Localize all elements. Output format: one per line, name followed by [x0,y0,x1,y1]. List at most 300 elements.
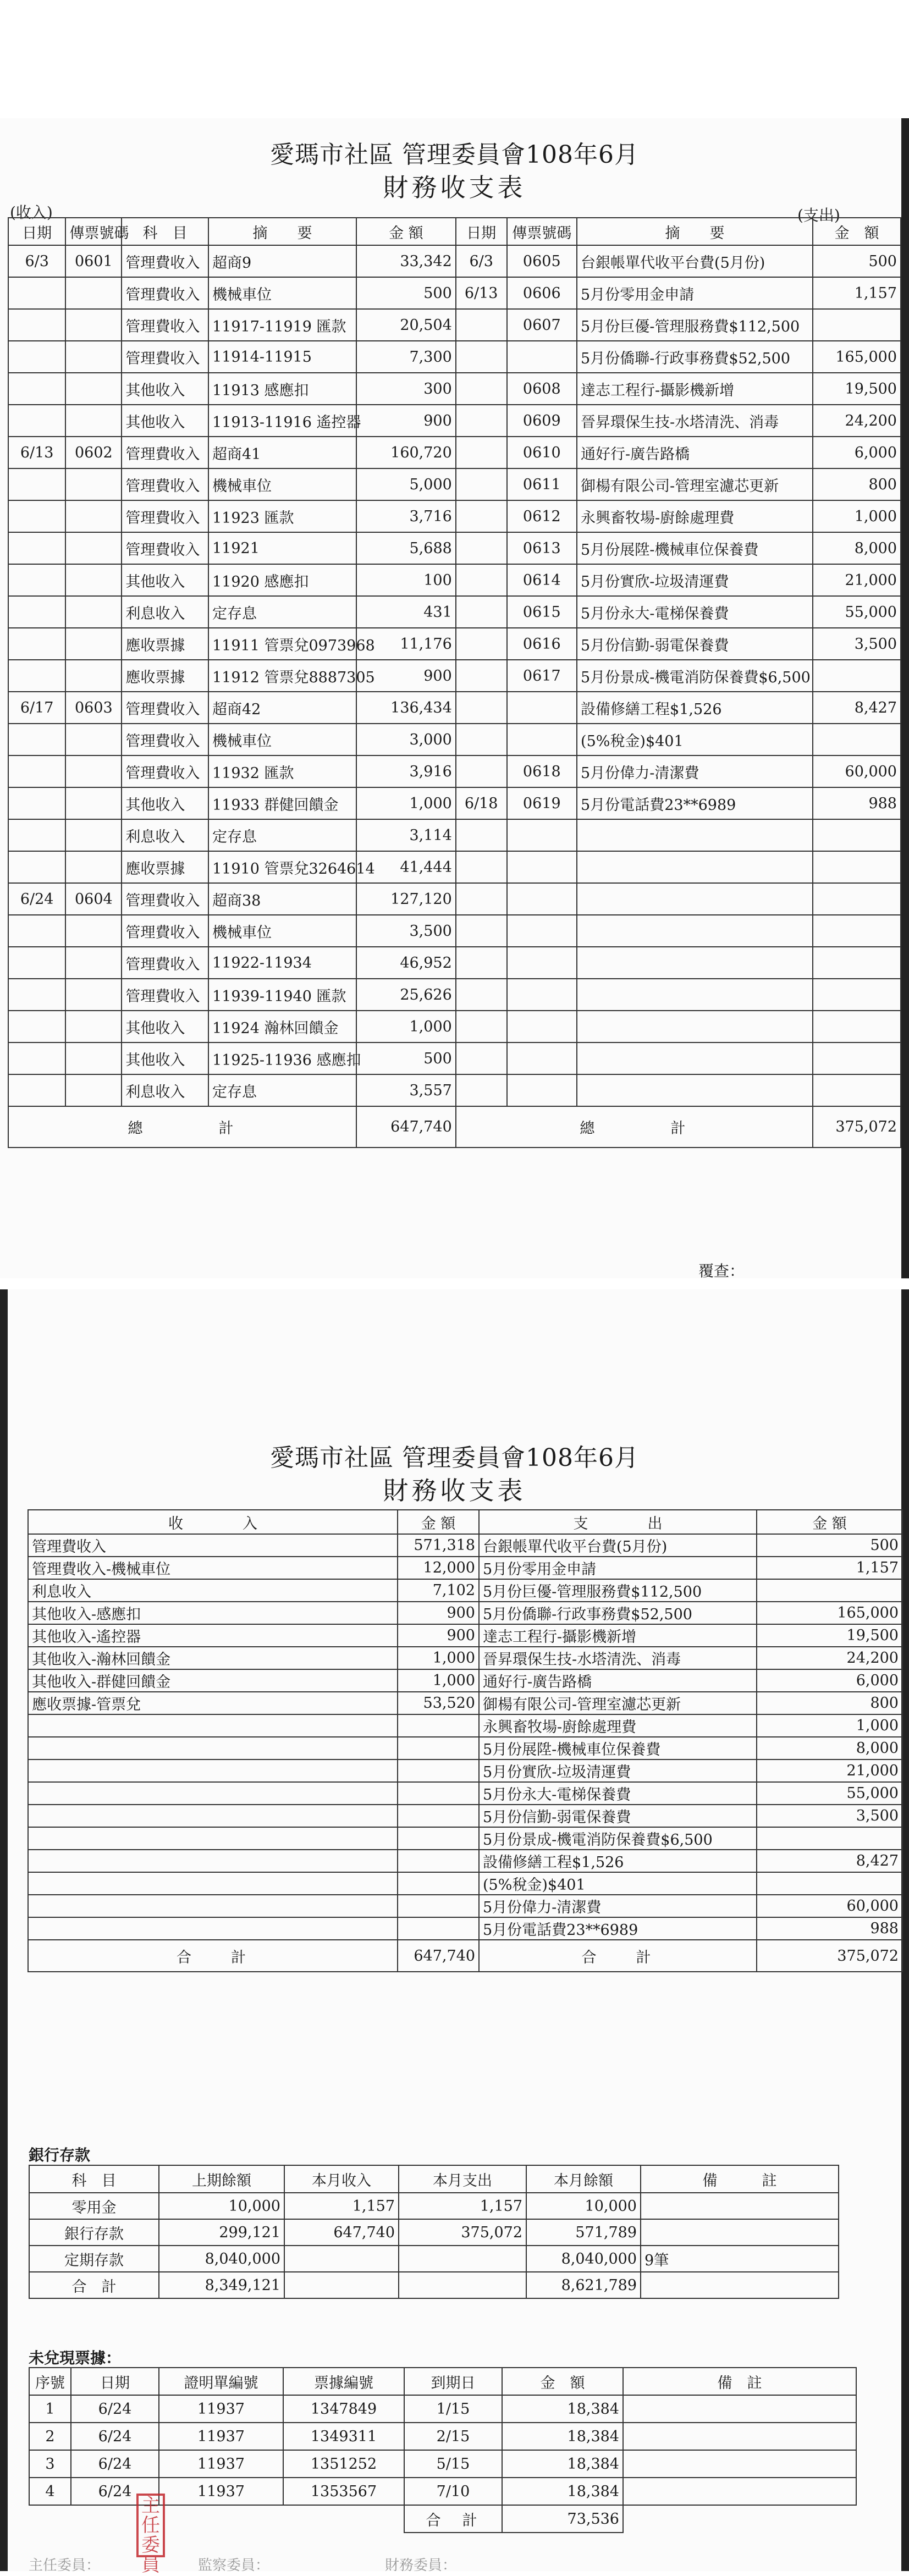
empty-cell [28,1759,398,1782]
expense-desc: 晉昇環保生技-水塔清洗、消毒 [577,405,813,437]
expense-desc: 達志工程行-攝影機新增 [577,373,813,405]
empty-cell [507,819,577,851]
summary-row [28,1737,902,1759]
ledger-row [8,245,901,277]
empty-cell [577,851,813,883]
income-date [8,277,65,309]
ledger-row [8,500,901,532]
empty-cell [456,851,507,883]
expense-desc: 5月份僑聯-行政事務費$52,500 [577,341,813,373]
empty-cell [507,947,577,979]
income-date [8,309,65,341]
income-desc: 11917-11919 匯款 [208,309,356,341]
bank-row [29,2272,839,2298]
empty-cell [398,1850,479,1872]
bank-cell [641,2219,839,2246]
expense-desc: 台銀帳單代收平台費(5月份) [577,245,813,277]
ledger-total-row [8,1106,901,1148]
income-account: 管理費收入 [122,341,208,373]
income-desc: 超商41 [208,437,356,468]
summary-row [28,1917,902,1940]
summary-expense-item: 永興畜牧場-廚餘處理費 [479,1714,757,1737]
note-cell: 6/24 [71,2478,159,2505]
income-amount: 500 [356,1042,456,1074]
expense-amount [813,309,901,341]
note-cell: 6/24 [71,2450,159,2478]
income-date [8,532,65,564]
ledger-row [8,628,901,660]
bank-cell [399,2272,526,2298]
ledger-header-6: 傳票號碼 [507,218,577,245]
income-amount: 33,342 [356,245,456,277]
summary-income-item: 其他收入-感應扣 [28,1602,398,1624]
empty-cell [813,1074,901,1106]
note-row [29,2423,856,2450]
expense-desc: 5月份信勤-弱電保養費 [577,628,813,660]
summary-expense-item: 5月份景成-機電消防保養費$6,500 [479,1827,757,1850]
income-amount: 900 [356,405,456,437]
notes-total-value: 73,536 [502,2505,623,2533]
expense-voucher: 0618 [507,755,577,787]
income-account: 管理費收入 [122,277,208,309]
income-date [8,1011,65,1042]
empty-cell [813,979,901,1011]
summary-income-amount: 1,000 [398,1647,479,1669]
footer-supervisor-label: 監察委員： [198,2557,270,2574]
bank-header-0: 科 目 [29,2165,159,2193]
income-date [8,500,65,532]
note-cell: 18,384 [502,2478,623,2505]
bank-cell: 定期存款 [29,2246,159,2272]
empty-cell [28,1827,398,1850]
summary-expense-item: 達志工程行-攝影機新增 [479,1624,757,1647]
income-amount: 431 [356,596,456,628]
income-amount: 1,000 [356,787,456,819]
summary-expense-amount [757,1872,902,1895]
empty-cell [813,1042,901,1074]
ledger-header-3: 摘 要 [208,218,356,245]
expense-amount: 165,000 [813,341,901,373]
summary-row [28,1759,902,1782]
bank-cell [641,2272,839,2298]
empty-cell [456,915,507,947]
expense-amount [813,724,901,755]
income-amount: 5,000 [356,468,456,500]
expense-amount: 800 [813,468,901,500]
income-voucher [65,979,122,1011]
income-voucher [65,532,122,564]
income-voucher: 0601 [65,245,122,277]
summary-expense-item: 5月份巨優-管理服務費$112,500 [479,1579,757,1602]
income-desc: 11922-11934 [208,947,356,979]
expense-voucher: 0613 [507,532,577,564]
income-amount: 25,626 [356,979,456,1011]
empty-cell [456,883,507,915]
income-desc: 11923 匯款 [208,500,356,532]
empty-cell [456,1074,507,1106]
expense-amount: 8,427 [813,692,901,724]
income-voucher [65,1042,122,1074]
summary-expense-item: 5月份僑聯-行政事務費$52,500 [479,1602,757,1624]
summary-income-item: 其他收入-群健回饋金 [28,1669,398,1692]
expense-desc: 5月份零用金申請 [577,277,813,309]
ledger-header-row [8,218,901,245]
empty-cell [398,1737,479,1759]
expense-voucher: 0617 [507,660,577,692]
expense-date [456,500,507,532]
empty-cell [507,1042,577,1074]
notes-total-label: 合 計 [404,2505,502,2533]
income-voucher: 0602 [65,437,122,468]
summary-expense-amount: 800 [757,1692,902,1714]
bank-cell: 1,157 [399,2193,526,2219]
summary-income-amount: 7,102 [398,1579,479,1602]
ledger-row [8,692,901,724]
summary-row [28,1579,902,1602]
expense-date [456,755,507,787]
summary-row [28,1557,902,1579]
summary-expense-item: 5月份永大-電梯保養費 [479,1782,757,1805]
expense-voucher: 0612 [507,500,577,532]
income-account: 管理費收入 [122,755,208,787]
note-cell [623,2423,856,2450]
summary-income-total-label: 合 計 [28,1940,398,1972]
income-account: 管理費收入 [122,692,208,724]
income-voucher [65,819,122,851]
expense-desc: 5月份展陞-機械車位保養費 [577,532,813,564]
income-amount: 100 [356,564,456,596]
expense-total-label: 總 計 [456,1106,813,1148]
expense-voucher [507,692,577,724]
income-desc: 11939-11940 匯款 [208,979,356,1011]
expense-desc: 5月份巨優-管理服務費$112,500 [577,309,813,341]
expense-voucher [507,724,577,755]
summary-row [28,1850,902,1872]
bank-cell: 375,072 [399,2219,526,2246]
note-cell: 1347849 [283,2395,404,2423]
bank-cell: 8,040,000 [526,2246,641,2272]
expense-voucher: 0614 [507,564,577,596]
expense-amount: 24,200 [813,405,901,437]
expense-voucher: 0609 [507,405,577,437]
expense-amount: 988 [813,787,901,819]
income-amount: 1,000 [356,1011,456,1042]
notes-header-0: 序號 [29,2368,71,2395]
ledger-header-0: 日期 [8,218,65,245]
expense-amount: 8,000 [813,532,901,564]
notes-header-6: 備 註 [623,2368,856,2395]
ledger-row [8,405,901,437]
income-amount: 500 [356,277,456,309]
summary-income-amount: 900 [398,1602,479,1624]
ledger-row [8,979,901,1011]
income-expense-sheet-summary [0,1289,909,2576]
income-amount: 11,176 [356,628,456,660]
empty-cell [456,947,507,979]
income-date [8,564,65,596]
summary-expense-item: 5月份實欣-垃圾清運費 [479,1759,757,1782]
empty-cell [398,1895,479,1917]
bank-cell [284,2246,399,2272]
income-voucher [65,596,122,628]
bank-cell [284,2272,399,2298]
expense-date [456,341,507,373]
summary-header-3: 金 額 [757,1510,902,1534]
bank-cell: 8,621,789 [526,2272,641,2298]
empty-cell [813,915,901,947]
bank-cell: 8,349,121 [159,2272,284,2298]
summary-income-amount: 571,318 [398,1534,479,1557]
bank-cell: 9筆 [641,2246,839,2272]
summary-expense-amount: 24,200 [757,1647,902,1669]
income-account: 其他收入 [122,405,208,437]
expense-date [456,532,507,564]
income-date [8,341,65,373]
income-account: 利息收入 [122,1074,208,1106]
ledger-row [8,277,901,309]
empty-cell [28,1895,398,1917]
notes-header-3: 票據編號 [283,2368,404,2395]
summary-income-total: 647,740 [398,1940,479,1972]
notes-header-row [29,2368,856,2395]
income-voucher: 0603 [65,692,122,724]
empty-cell [507,883,577,915]
summary-row [28,1692,902,1714]
ledger-header-2: 科 目 [122,218,208,245]
income-desc: 機械車位 [208,277,356,309]
income-date [8,819,65,851]
income-expense-sheet-detail [0,118,909,1278]
income-date [8,724,65,755]
empty-cell [813,947,901,979]
income-date [8,787,65,819]
income-desc: 11912 管票兌8887305 [208,660,356,692]
expense-amount: 500 [813,245,901,277]
income-desc: 超商9 [208,245,356,277]
summary-income-item: 管理費收入 [28,1534,398,1557]
ledger-row [8,755,901,787]
note-cell: 1353567 [283,2478,404,2505]
summary-expense-amount: 8,427 [757,1850,902,1872]
empty-cell [28,1850,398,1872]
income-amount: 300 [356,373,456,405]
expense-voucher: 0616 [507,628,577,660]
note-cell: 1 [29,2395,71,2423]
income-account: 管理費收入 [122,500,208,532]
income-desc: 11914-11915 [208,341,356,373]
ledger-row [8,596,901,628]
income-date: 6/13 [8,437,65,468]
empty-cell [456,979,507,1011]
income-voucher [65,851,122,883]
expense-date [456,724,507,755]
income-desc: 機械車位 [208,724,356,755]
note-cell [623,2450,856,2478]
expense-voucher: 0606 [507,277,577,309]
expense-desc: 5月份實欣-垃圾清運費 [577,564,813,596]
income-date [8,1042,65,1074]
income-date [8,1074,65,1106]
expense-desc: 永興畜牧場-廚餘處理費 [577,500,813,532]
expense-desc: 御楊有限公司-管理室濾芯更新 [577,468,813,500]
empty-cell [398,1827,479,1850]
sheet-title: 愛瑪市社區 管理委員會108年6月 [270,141,639,169]
summary-expense-total-label: 合 計 [479,1940,757,1972]
income-desc: 11932 匯款 [208,755,356,787]
summary-expense-item: (5%稅金)$401 [479,1872,757,1895]
income-desc: 定存息 [208,819,356,851]
income-voucher: 0604 [65,883,122,915]
income-date [8,628,65,660]
note-cell: 18,384 [502,2423,623,2450]
scan-edge [901,118,909,1278]
expense-date: 6/18 [456,787,507,819]
summary-expense-amount: 19,500 [757,1624,902,1647]
bank-header-3: 本月支出 [399,2165,526,2193]
income-account: 利息收入 [122,819,208,851]
income-amount: 3,916 [356,755,456,787]
income-date [8,596,65,628]
ledger-header-4: 金 額 [356,218,456,245]
expense-desc: 5月份景成-機電消防保養費$6,500 [577,660,813,692]
ledger-row [8,341,901,373]
summary-table [27,1509,903,1972]
empty-cell [456,1011,507,1042]
expense-date [456,692,507,724]
income-desc: 定存息 [208,596,356,628]
income-desc: 11924 瀚林回饋金 [208,1011,356,1042]
ledger-row [8,468,901,500]
income-amount: 3,000 [356,724,456,755]
empty-cell [456,1042,507,1074]
empty-cell [577,915,813,947]
ledger-header-8: 金 額 [813,218,901,245]
income-date [8,755,65,787]
summary-row [28,1872,902,1895]
empty-cell [507,1074,577,1106]
summary-header-0: 收 入 [28,1510,398,1534]
income-account: 管理費收入 [122,724,208,755]
income-account: 管理費收入 [122,309,208,341]
empty-cell [398,1782,479,1805]
empty-cell [398,1805,479,1827]
summary-row [28,1647,902,1669]
bank-cell: 571,789 [526,2219,641,2246]
ledger-header-5: 日期 [456,218,507,245]
note-row [29,2395,856,2423]
summary-expense-amount: 988 [757,1917,902,1940]
expense-desc: (5%稅金)$401 [577,724,813,755]
ledger-row [8,437,901,468]
expense-desc: 5月份永大-電梯保養費 [577,596,813,628]
income-amount: 900 [356,660,456,692]
summary-expense-item: 5月份信勤-弱電保養費 [479,1805,757,1827]
summary-income-item: 其他收入-瀚林回饋金 [28,1647,398,1669]
income-desc: 11933 群健回饋金 [208,787,356,819]
summary-row [28,1827,902,1850]
income-desc: 11920 感應扣 [208,564,356,596]
income-date [8,851,65,883]
note-cell: 1351252 [283,2450,404,2478]
expense-amount: 6,000 [813,437,901,468]
income-amount: 3,557 [356,1074,456,1106]
ledger-row [8,819,901,851]
sheet-subtitle: 財務收支表 [383,173,526,202]
expense-date [456,309,507,341]
empty-cell [813,1011,901,1042]
note-cell: 2 [29,2423,71,2450]
summary-expense-amount: 500 [757,1534,902,1557]
income-date [8,373,65,405]
summary-expense-amount: 55,000 [757,1782,902,1805]
summary-expense-total: 375,072 [757,1940,902,1972]
bank-cell [641,2193,839,2219]
expense-voucher: 0607 [507,309,577,341]
note-cell: 11937 [159,2395,283,2423]
ledger-row [8,532,901,564]
note-cell: 7/10 [404,2478,502,2505]
expense-amount: 21,000 [813,564,901,596]
summary-row [28,1895,902,1917]
income-desc: 機械車位 [208,468,356,500]
empty-cell [813,851,901,883]
income-voucher [65,724,122,755]
ledger-row [8,851,901,883]
income-date: 6/17 [8,692,65,724]
summary-header-1: 金 額 [398,1510,479,1534]
income-date [8,915,65,947]
summary-expense-item: 5月份零用金申請 [479,1557,757,1579]
income-account: 其他收入 [122,1011,208,1042]
summary-row [28,1602,902,1624]
income-amount: 5,688 [356,532,456,564]
income-desc: 超商42 [208,692,356,724]
income-voucher [65,628,122,660]
expense-date [456,373,507,405]
income-account: 管理費收入 [122,883,208,915]
bank-cell: 10,000 [526,2193,641,2219]
expense-amount: 1,000 [813,500,901,532]
income-desc: 11913 感應扣 [208,373,356,405]
empty-cell [398,1917,479,1940]
income-date: 6/3 [8,245,65,277]
note-cell: 11937 [159,2450,283,2478]
summary-income-amount: 900 [398,1624,479,1647]
expense-voucher: 0615 [507,596,577,628]
bank-cell: 299,121 [159,2219,284,2246]
summary-expense-amount: 3,500 [757,1805,902,1827]
note-cell: 2/15 [404,2423,502,2450]
summary-expense-item: 台銀帳單代收平台費(5月份) [479,1534,757,1557]
summary-header-row [28,1510,902,1534]
empty-cell [456,819,507,851]
income-date [8,405,65,437]
expense-voucher: 0619 [507,787,577,819]
footer-chair-label: 主任委員： [29,2557,101,2574]
summary-income-amount: 53,520 [398,1692,479,1714]
empty-cell [577,1074,813,1106]
income-account: 管理費收入 [122,979,208,1011]
note-cell [623,2478,856,2505]
summary-expense-amount: 1,157 [757,1557,902,1579]
note-cell: 1/15 [404,2395,502,2423]
summary-row [28,1782,902,1805]
empty-cell [398,1759,479,1782]
expense-date [456,405,507,437]
income-desc: 11913-11916 遙控器 [208,405,356,437]
note-cell: 4 [29,2478,71,2505]
empty-cell [28,1917,398,1940]
